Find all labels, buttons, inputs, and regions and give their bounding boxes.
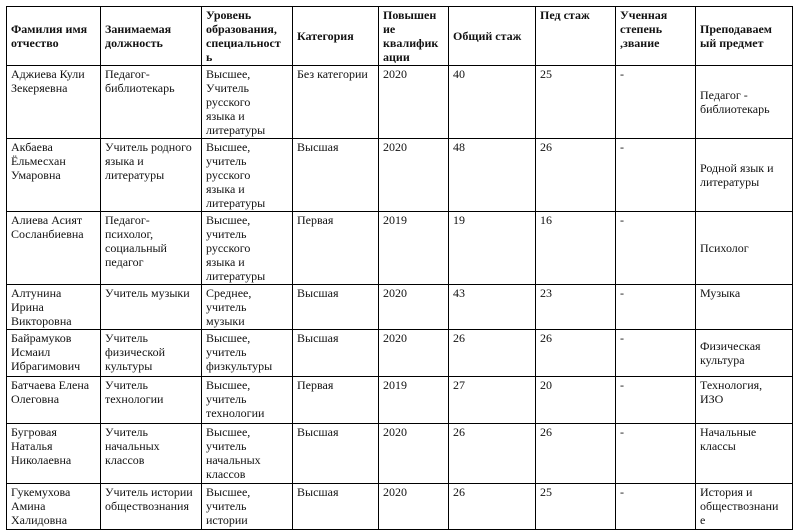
cell-category: Высшая bbox=[293, 484, 379, 530]
cell-total-experience: 26 bbox=[449, 484, 536, 530]
cell-position: Учитель начальных классов bbox=[101, 424, 202, 484]
cell-education: Высшее, Учитель русского языка и литературы bbox=[202, 66, 293, 139]
cell-full-name: Батчаева Елена Олеговна bbox=[7, 377, 101, 424]
cell-position: Учитель истории обществознания bbox=[101, 484, 202, 530]
cell-qualification: 2020 bbox=[379, 285, 449, 330]
header-row bbox=[7, 7, 793, 66]
cell-qualification: 2020 bbox=[379, 330, 449, 377]
header-education: Уровень образования, специальност ь bbox=[202, 7, 293, 66]
cell-total-experience: 40 bbox=[449, 66, 536, 139]
cell-full-name: Акбаева Ёльмесхан Умаровна bbox=[7, 139, 101, 212]
cell-category: Высшая bbox=[293, 139, 379, 212]
cell-qualification: 2019 bbox=[379, 212, 449, 285]
cell-subject: Музыка bbox=[696, 285, 793, 330]
table-row bbox=[7, 212, 793, 285]
cell-qualification: 2020 bbox=[379, 424, 449, 484]
header-total-experience: Общий стаж bbox=[449, 7, 536, 66]
cell-subject: История и обществознани е bbox=[696, 484, 793, 530]
cell-education: Высшее, учитель истории bbox=[202, 484, 293, 530]
cell-category: Высшая bbox=[293, 285, 379, 330]
cell-subject: Родной язык и литературы bbox=[696, 139, 793, 212]
cell-education: Высшее, учитель русского языка и литературы bbox=[202, 212, 293, 285]
cell-teaching-experience: 23 bbox=[536, 285, 616, 330]
cell-subject: Педагог - библиотекарь bbox=[696, 66, 793, 139]
header-category: Категория bbox=[293, 7, 379, 66]
cell-degree: - bbox=[616, 285, 696, 330]
header-position: Занимаемая должность bbox=[101, 7, 202, 66]
table-row bbox=[7, 377, 793, 424]
cell-total-experience: 26 bbox=[449, 424, 536, 484]
cell-full-name: Гукемухова Амина Халидовна bbox=[7, 484, 101, 530]
header-full-name: Фамилия имя отчество bbox=[7, 7, 101, 66]
staff-table bbox=[6, 6, 793, 530]
cell-qualification: 2020 bbox=[379, 484, 449, 530]
cell-subject: Технология, ИЗО bbox=[696, 377, 793, 424]
cell-teaching-experience: 16 bbox=[536, 212, 616, 285]
cell-category: Высшая bbox=[293, 424, 379, 484]
cell-category: Высшая bbox=[293, 330, 379, 377]
cell-full-name: Аджиева Кули Зекеряевна bbox=[7, 66, 101, 139]
cell-degree: - bbox=[616, 330, 696, 377]
table-row bbox=[7, 484, 793, 530]
cell-qualification: 2020 bbox=[379, 139, 449, 212]
table-row bbox=[7, 285, 793, 330]
cell-full-name: Алиева Асият Сосланбиевна bbox=[7, 212, 101, 285]
cell-education: Высшее, учитель русского языка и литературы bbox=[202, 139, 293, 212]
cell-full-name: Алтунина Ирина Викторовна bbox=[7, 285, 101, 330]
header-qualification: Повышен ие квалифик ации bbox=[379, 7, 449, 66]
cell-full-name: Байрамуков Исмаил Ибрагимович bbox=[7, 330, 101, 377]
cell-total-experience: 43 bbox=[449, 285, 536, 330]
cell-education: Высшее, учитель начальных классов bbox=[202, 424, 293, 484]
cell-category: Без категории bbox=[293, 66, 379, 139]
cell-subject: Начальные классы bbox=[696, 424, 793, 484]
cell-teaching-experience: 25 bbox=[536, 66, 616, 139]
cell-education: Высшее, учитель технологии bbox=[202, 377, 293, 424]
cell-full-name: Бугровая Наталья Николаевна bbox=[7, 424, 101, 484]
cell-total-experience: 48 bbox=[449, 139, 536, 212]
cell-qualification: 2020 bbox=[379, 66, 449, 139]
table-row bbox=[7, 330, 793, 377]
cell-qualification: 2019 bbox=[379, 377, 449, 424]
cell-degree: - bbox=[616, 484, 696, 530]
cell-category: Первая bbox=[293, 377, 379, 424]
cell-total-experience: 26 bbox=[449, 330, 536, 377]
header-degree: Ученная степень ,звание bbox=[616, 7, 696, 66]
cell-subject: Физическая культура bbox=[696, 330, 793, 377]
table-row bbox=[7, 424, 793, 484]
table-row bbox=[7, 139, 793, 212]
cell-degree: - bbox=[616, 424, 696, 484]
cell-teaching-experience: 25 bbox=[536, 484, 616, 530]
cell-degree: - bbox=[616, 139, 696, 212]
cell-degree: - bbox=[616, 66, 696, 139]
cell-teaching-experience: 26 bbox=[536, 330, 616, 377]
cell-education: Среднее, учитель музыки bbox=[202, 285, 293, 330]
cell-category: Первая bbox=[293, 212, 379, 285]
cell-degree: - bbox=[616, 377, 696, 424]
cell-education: Высшее, учитель физкультуры bbox=[202, 330, 293, 377]
cell-total-experience: 19 bbox=[449, 212, 536, 285]
cell-teaching-experience: 26 bbox=[536, 424, 616, 484]
cell-teaching-experience: 20 bbox=[536, 377, 616, 424]
cell-position: Учитель музыки bbox=[101, 285, 202, 330]
header-subject: Преподаваем ый предмет bbox=[696, 7, 793, 66]
cell-degree: - bbox=[616, 212, 696, 285]
cell-position: Педагог- психолог, социальный педагог bbox=[101, 212, 202, 285]
table-row bbox=[7, 66, 793, 139]
header-teaching-experience: Пед стаж bbox=[536, 7, 616, 66]
cell-teaching-experience: 26 bbox=[536, 139, 616, 212]
cell-total-experience: 27 bbox=[449, 377, 536, 424]
cell-position: Учитель родного языка и литературы bbox=[101, 139, 202, 212]
cell-position: Учитель физической культуры bbox=[101, 330, 202, 377]
cell-subject: Психолог bbox=[696, 212, 793, 285]
cell-position: Педагог- библиотекарь bbox=[101, 66, 202, 139]
cell-position: Учитель технологии bbox=[101, 377, 202, 424]
